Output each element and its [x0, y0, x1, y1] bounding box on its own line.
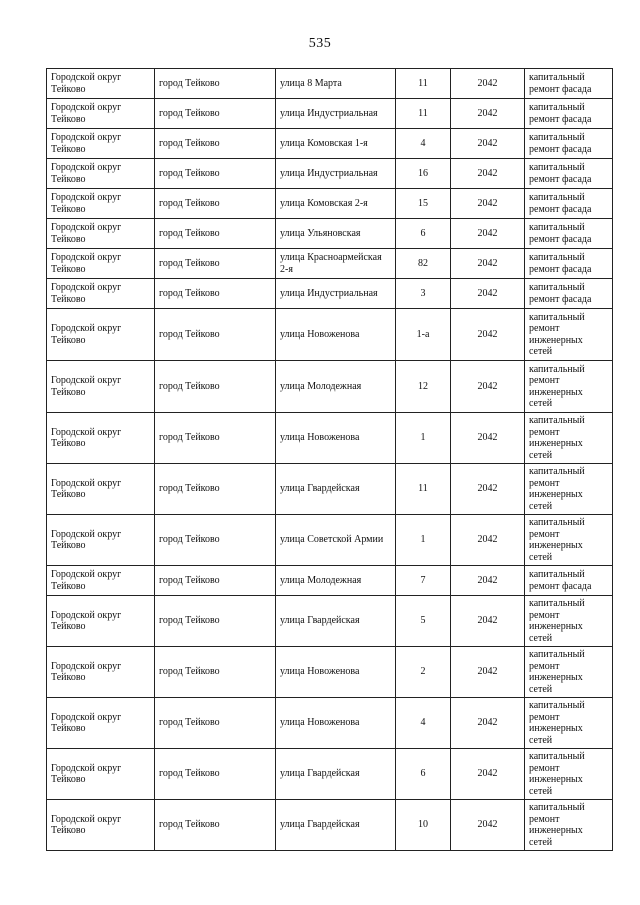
district-cell: Городской округ Тейково	[47, 279, 155, 309]
work-type-cell: капитальный ремонт инженерных сетей	[525, 800, 613, 851]
house-cell: 11	[396, 464, 451, 515]
city-cell: город Тейково	[155, 749, 276, 800]
house-cell: 10	[396, 800, 451, 851]
street-cell: улица Новоженова	[276, 309, 396, 361]
work-type-cell: капитальный ремонт инженерных сетей	[525, 515, 613, 566]
street-cell: улица Новоженова	[276, 698, 396, 749]
district-cell: Городской округ Тейково	[47, 189, 155, 219]
city-cell: город Тейково	[155, 413, 276, 464]
street-cell: улица Молодежная	[276, 566, 396, 596]
year-cell: 2042	[451, 219, 525, 249]
house-cell: 1	[396, 413, 451, 464]
district-cell: Городской округ Тейково	[47, 69, 155, 99]
work-type-cell: капитальный ремонт инженерных сетей	[525, 361, 613, 413]
table-row	[47, 99, 613, 129]
table-row	[47, 159, 613, 189]
street-cell: улица Гвардейская	[276, 464, 396, 515]
city-cell: город Тейково	[155, 99, 276, 129]
table-row	[47, 249, 613, 279]
street-cell: улица Новоженова	[276, 413, 396, 464]
work-type-cell: капитальный ремонт инженерных сетей	[525, 647, 613, 698]
city-cell: город Тейково	[155, 566, 276, 596]
year-cell: 2042	[451, 129, 525, 159]
street-cell: улица Ульяновская	[276, 219, 396, 249]
table-row	[47, 129, 613, 159]
table-row	[47, 189, 613, 219]
table-row	[47, 749, 613, 800]
house-cell: 11	[396, 69, 451, 99]
house-cell: 6	[396, 219, 451, 249]
street-cell: улица Индустриальная	[276, 159, 396, 189]
district-cell: Городской округ Тейково	[47, 361, 155, 413]
district-cell: Городской округ Тейково	[47, 413, 155, 464]
street-cell: улица Красноармейская 2-я	[276, 249, 396, 279]
year-cell: 2042	[451, 698, 525, 749]
street-cell: улица Гвардейская	[276, 800, 396, 851]
house-cell: 12	[396, 361, 451, 413]
work-type-cell: капитальный ремонт фасада	[525, 129, 613, 159]
work-type-cell: капитальный ремонт инженерных сетей	[525, 596, 613, 647]
house-cell: 82	[396, 249, 451, 279]
street-cell: улица Гвардейская	[276, 596, 396, 647]
street-cell: улица Советской Армии	[276, 515, 396, 566]
records-table	[46, 68, 613, 851]
house-cell: 2	[396, 647, 451, 698]
city-cell: город Тейково	[155, 800, 276, 851]
house-cell: 6	[396, 749, 451, 800]
work-type-cell: капитальный ремонт инженерных сетей	[525, 464, 613, 515]
work-type-cell: капитальный ремонт инженерных сетей	[525, 749, 613, 800]
table-row	[47, 69, 613, 99]
table-row	[47, 219, 613, 249]
year-cell: 2042	[451, 647, 525, 698]
street-cell: улица Комовская 2-я	[276, 189, 396, 219]
work-type-cell: капитальный ремонт фасада	[525, 566, 613, 596]
house-cell: 4	[396, 698, 451, 749]
table-row	[47, 698, 613, 749]
table-row	[47, 647, 613, 698]
work-type-cell: капитальный ремонт инженерных сетей	[525, 698, 613, 749]
district-cell: Городской округ Тейково	[47, 219, 155, 249]
house-cell: 15	[396, 189, 451, 219]
street-cell: улица Комовская 1-я	[276, 129, 396, 159]
work-type-cell: капитальный ремонт фасада	[525, 69, 613, 99]
district-cell: Городской округ Тейково	[47, 159, 155, 189]
work-type-cell: капитальный ремонт инженерных сетей	[525, 309, 613, 361]
table-row	[47, 309, 613, 361]
city-cell: город Тейково	[155, 698, 276, 749]
city-cell: город Тейково	[155, 69, 276, 99]
work-type-cell: капитальный ремонт фасада	[525, 189, 613, 219]
city-cell: город Тейково	[155, 464, 276, 515]
street-cell: улица Гвардейская	[276, 749, 396, 800]
city-cell: город Тейково	[155, 309, 276, 361]
district-cell: Городской округ Тейково	[47, 464, 155, 515]
city-cell: город Тейково	[155, 647, 276, 698]
district-cell: Городской округ Тейково	[47, 698, 155, 749]
year-cell: 2042	[451, 189, 525, 219]
table-row	[47, 515, 613, 566]
district-cell: Городской округ Тейково	[47, 749, 155, 800]
house-cell: 1-а	[396, 309, 451, 361]
table-row	[47, 413, 613, 464]
table-row	[47, 279, 613, 309]
page-number: 535	[308, 36, 332, 51]
table-row	[47, 566, 613, 596]
city-cell: город Тейково	[155, 189, 276, 219]
house-cell: 3	[396, 279, 451, 309]
street-cell: улица 8 Марта	[276, 69, 396, 99]
year-cell: 2042	[451, 413, 525, 464]
table-row	[47, 800, 613, 851]
work-type-cell: капитальный ремонт фасада	[525, 159, 613, 189]
house-cell: 1	[396, 515, 451, 566]
district-cell: Городской округ Тейково	[47, 566, 155, 596]
work-type-cell: капитальный ремонт фасада	[525, 219, 613, 249]
city-cell: город Тейково	[155, 596, 276, 647]
year-cell: 2042	[451, 464, 525, 515]
district-cell: Городской округ Тейково	[47, 249, 155, 279]
house-cell: 5	[396, 596, 451, 647]
year-cell: 2042	[451, 159, 525, 189]
year-cell: 2042	[451, 99, 525, 129]
street-cell: улица Молодежная	[276, 361, 396, 413]
work-type-cell: капитальный ремонт фасада	[525, 279, 613, 309]
table-row	[47, 464, 613, 515]
work-type-cell: капитальный ремонт инженерных сетей	[525, 413, 613, 464]
district-cell: Городской округ Тейково	[47, 99, 155, 129]
year-cell: 2042	[451, 279, 525, 309]
year-cell: 2042	[451, 249, 525, 279]
district-cell: Городской округ Тейково	[47, 800, 155, 851]
city-cell: город Тейково	[155, 219, 276, 249]
year-cell: 2042	[451, 749, 525, 800]
table-row	[47, 361, 613, 413]
district-cell: Городской округ Тейково	[47, 596, 155, 647]
work-type-cell: капитальный ремонт фасада	[525, 249, 613, 279]
work-type-cell: капитальный ремонт фасада	[525, 99, 613, 129]
year-cell: 2042	[451, 309, 525, 361]
district-cell: Городской округ Тейково	[47, 309, 155, 361]
city-cell: город Тейково	[155, 129, 276, 159]
year-cell: 2042	[451, 566, 525, 596]
city-cell: город Тейково	[155, 249, 276, 279]
year-cell: 2042	[451, 69, 525, 99]
city-cell: город Тейково	[155, 361, 276, 413]
street-cell: улица Индустриальная	[276, 99, 396, 129]
year-cell: 2042	[451, 361, 525, 413]
year-cell: 2042	[451, 800, 525, 851]
house-cell: 4	[396, 129, 451, 159]
street-cell: улица Новоженова	[276, 647, 396, 698]
city-cell: город Тейково	[155, 159, 276, 189]
year-cell: 2042	[451, 596, 525, 647]
district-cell: Городской округ Тейково	[47, 515, 155, 566]
house-cell: 11	[396, 99, 451, 129]
table-row	[47, 596, 613, 647]
street-cell: улица Индустриальная	[276, 279, 396, 309]
city-cell: город Тейково	[155, 279, 276, 309]
house-cell: 7	[396, 566, 451, 596]
city-cell: город Тейково	[155, 515, 276, 566]
house-cell: 16	[396, 159, 451, 189]
year-cell: 2042	[451, 515, 525, 566]
district-cell: Городской округ Тейково	[47, 129, 155, 159]
district-cell: Городской округ Тейково	[47, 647, 155, 698]
